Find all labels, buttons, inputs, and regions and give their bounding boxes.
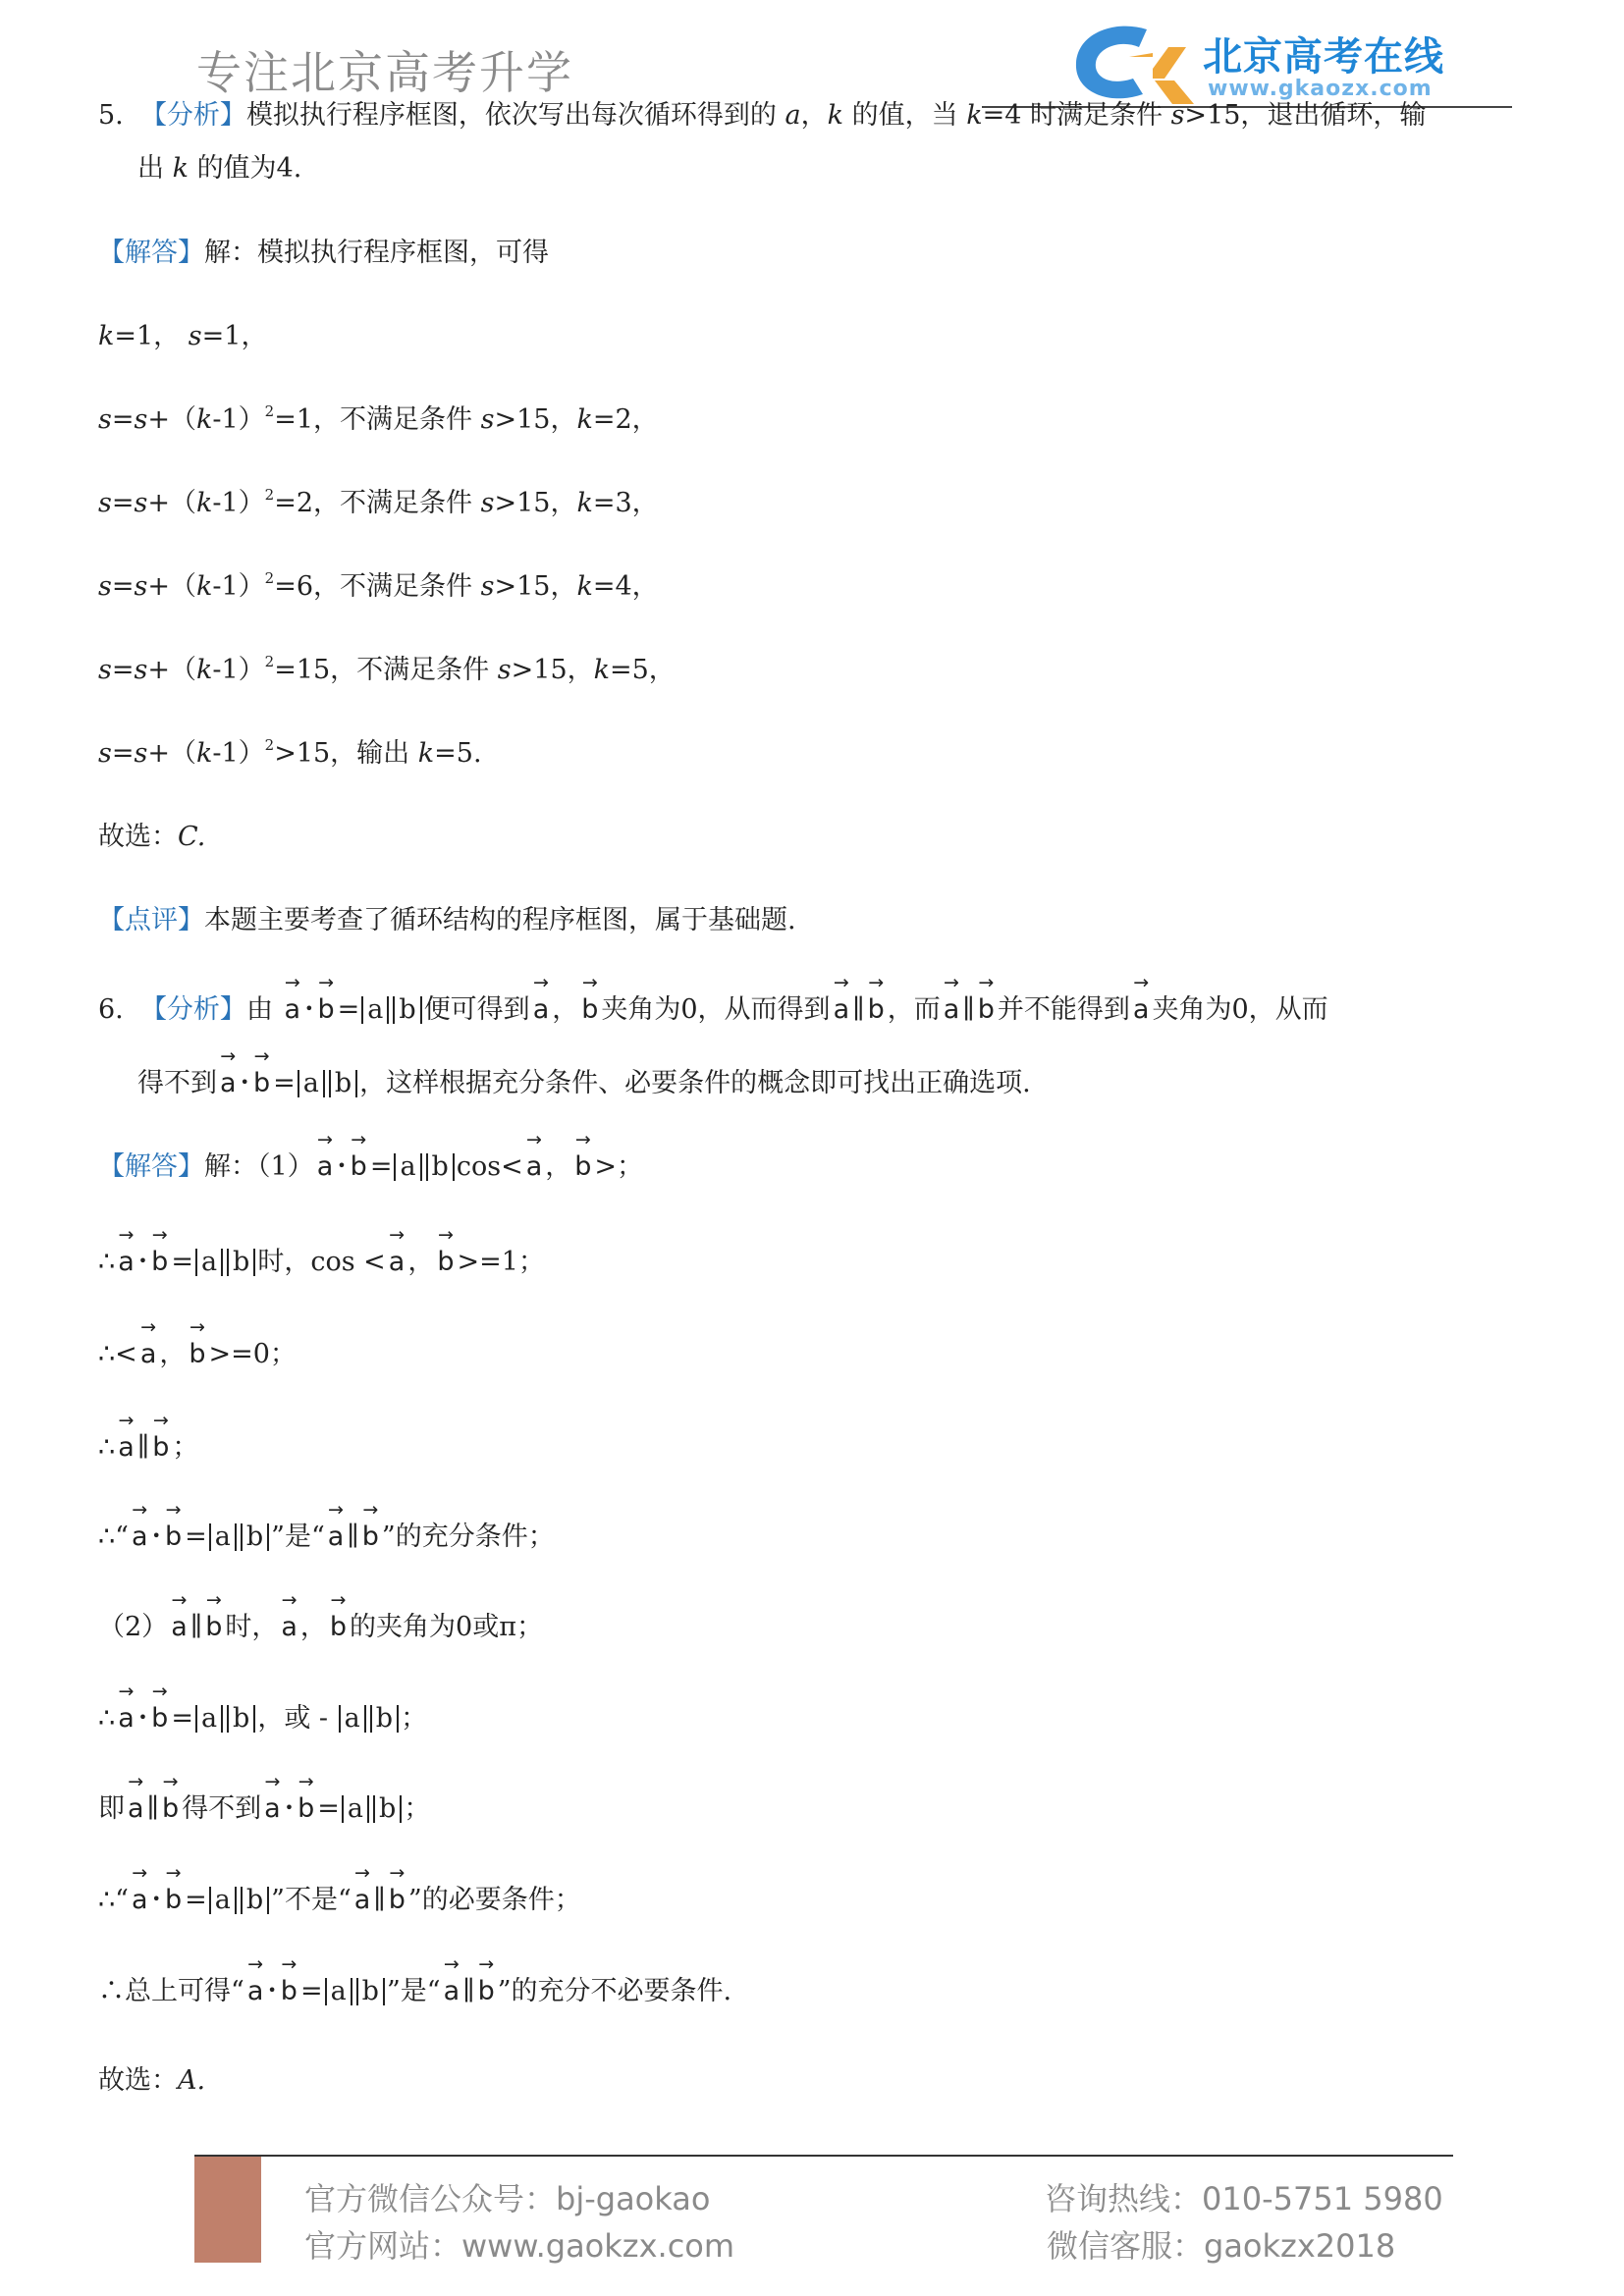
q5-init: k=1， s=1， bbox=[98, 321, 268, 351]
page-footer bbox=[194, 2155, 1453, 2263]
footer-accent-block bbox=[194, 2157, 261, 2263]
q6-answer: 故选：A. bbox=[98, 2065, 206, 2096]
q6-solution-step: ∴<→ a ，→ b >=0； bbox=[98, 1335, 297, 1374]
q6-solution-step: 【解答】解：（1）→ a •→ b = a b cos<→ a ，→ b >； bbox=[98, 1147, 643, 1187]
comment-tag: 【点评】 bbox=[98, 905, 204, 935]
logo-emblem-icon bbox=[1070, 18, 1198, 106]
footer-service: 微信客服：gaokzx2018 bbox=[1047, 2227, 1396, 2265]
footer-hotline: 咨询热线：010-5751 5980 bbox=[1045, 2180, 1443, 2217]
footer-wechat: 官方微信公众号：bj-gaokao bbox=[304, 2180, 711, 2217]
logo-name: 北京高考在线 bbox=[1203, 34, 1444, 80]
q5-solution-intro: 【解答】解：模拟执行程序框图，可得 bbox=[98, 238, 549, 268]
q5-analysis-line2: 出 k 的值为4. bbox=[137, 153, 302, 184]
solution-tag: 【解答】 bbox=[98, 1151, 204, 1182]
q5-last-step: $s=s+(k-1)^2>15$，输出 k=5. bbox=[98, 736, 482, 769]
header-slogan: 专注北京高考升学 bbox=[196, 46, 573, 99]
q6-solution-step: ∴→ a •→ b = a b 时，cos <→ a ，→ b >=1； bbox=[98, 1242, 545, 1282]
q5-step: $s=s+(k-1)^2=6$，不满足条件 s>15，k=4， bbox=[98, 569, 659, 602]
footer-rule bbox=[194, 2155, 1453, 2157]
footer-website: 官方网站：www.gaokzx.com bbox=[304, 2227, 735, 2265]
q6-solution-step: ∴→ a •→ b = a b ，或 - a b ； bbox=[98, 1698, 427, 1738]
q5-comment: 【点评】本题主要考查了循环结构的程序框图，属于基础题. bbox=[98, 905, 796, 935]
q6-solution-step: ∴→ a ∥→ b ； bbox=[98, 1428, 198, 1468]
analysis-tag: 【分析】 bbox=[139, 100, 246, 131]
q5-step: $s=s+(k-1)^2=15$，不满足条件 s>15，k=5， bbox=[98, 653, 676, 685]
q5-analysis-line1: 5. 【分析】模拟执行程序框图，依次写出每次循环得到的 a，k 的值，当 k=4 时满足条件 s>15，退出循环，输 bbox=[98, 100, 1427, 131]
q5-step: $s=s+(k-1)^2=2$，不满足条件 s>15，k=3， bbox=[98, 486, 659, 518]
q6-solution-step: ∴“→ a •→ b = a b ”是“→ a ∥→ b ”的充分条件； bbox=[98, 1517, 555, 1557]
q5-answer: 故选：C. bbox=[98, 822, 206, 852]
q6-analysis-line2: 得不到→ a •→ b = a b ，这样根据充分条件、必要条件的概念即可找出正确选项. bbox=[137, 1063, 1031, 1103]
analysis-tag: 【分析】 bbox=[139, 994, 246, 1025]
q6-analysis-line1: 6. 【分析】由 → a •→ b = a b 便可得到→ a ，→ b 夹角为0，从而得到→ a ∥→ b ，而→ a ∥→ b 并不能得到→ a 夹角为0，从而 bbox=[98, 989, 1328, 1030]
q6-solution-step: ∴“→ a •→ b = a b ”不是“→ a ∥→ b ”的必要条件； bbox=[98, 1880, 581, 1920]
q5-step: $s=s+(k-1)^2=1$，不满足条件 s>15，k=2， bbox=[98, 402, 659, 435]
q6-solution-step: ∴总上可得“→ a •→ b = a b ”是“→ a ∥→ b ”的充分不必要条件. bbox=[98, 1971, 731, 2011]
solution-tag: 【解答】 bbox=[98, 238, 204, 268]
q6-solution-step: 即→ a ∥→ b 得不到→ a •→ b = a b ； bbox=[98, 1789, 430, 1829]
q6-solution-step: （2）→ a ∥→ b 时，→ a ，→ b 的夹角为0或π； bbox=[98, 1608, 543, 1647]
logo-url: www.gkaozx.com bbox=[1208, 77, 1433, 101]
